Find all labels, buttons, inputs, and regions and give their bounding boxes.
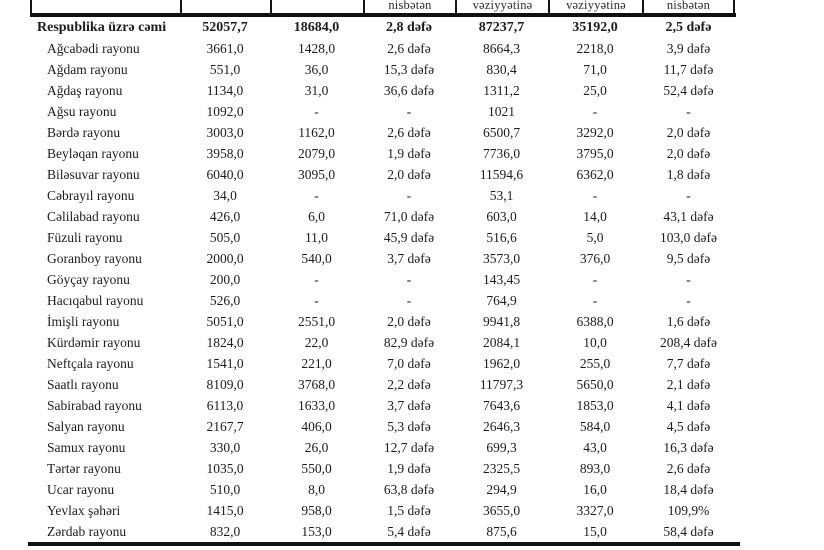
value-cell-3: 2084,1: [482, 335, 521, 350]
ratio-cell-2: 4,1 dəfə: [666, 398, 711, 413]
statistics-table: [30, 0, 736, 546]
table-row: [30, 521, 736, 542]
header-cell-col2: [180, 0, 270, 13]
table-body: [30, 17, 736, 542]
value-cell-2: -: [314, 104, 319, 119]
region-name-cell: Cəbrayıl rayonu: [47, 188, 135, 203]
table-row: [30, 227, 736, 248]
value-cell-4: 2218,0: [576, 41, 614, 56]
ratio-cell-1: 3,7 dəfə: [387, 398, 431, 413]
table-row: [30, 458, 736, 479]
value-cell-1: 551,0: [209, 62, 241, 77]
ratio-cell-1: 7,0 dəfə: [387, 356, 431, 371]
ratio-cell-2: 18,4 dəfə: [663, 482, 714, 497]
region-name-cell: Hacıqabul rayonu: [47, 293, 144, 308]
value-cell-4: 35192,0: [572, 20, 618, 35]
value-cell-4: 255,0: [579, 356, 611, 371]
value-cell-4: 10,0: [583, 335, 607, 350]
ratio-cell-1: -: [406, 272, 412, 287]
value-cell-1: 6040,0: [206, 167, 244, 182]
table-row: [30, 311, 736, 332]
ratio-cell-1: 36,6 dəfə: [383, 83, 435, 98]
value-cell-1: 832,0: [209, 524, 241, 539]
value-cell-1: 1035,0: [206, 461, 244, 476]
header-cell-veziyyetine-1: vəziyyətinə: [455, 0, 548, 13]
ratio-cell-2: 2,0 dəfə: [666, 146, 711, 161]
ratio-cell-1: 82,9 dəfə: [383, 335, 435, 350]
value-cell-4: 43,0: [583, 440, 607, 455]
table-row: [30, 17, 736, 38]
region-name-cell: Respublika üzrə cəmi: [37, 20, 167, 35]
value-cell-1: 34,0: [213, 188, 237, 203]
value-cell-2: 2551,0: [297, 314, 336, 329]
table-row: [30, 437, 736, 458]
value-cell-4: 3795,0: [576, 146, 614, 161]
value-cell-1: 505,0: [209, 230, 241, 245]
value-cell-2: 18684,0: [293, 20, 340, 35]
value-cell-1: 510,0: [209, 482, 241, 497]
table-header-row: [30, 0, 736, 13]
ratio-cell-1: 1,5 dəfə: [387, 503, 431, 518]
value-cell-1: 426,0: [209, 209, 241, 224]
ratio-cell-2: 3,9 dəfə: [666, 41, 711, 56]
region-name-cell: Göyçay rayonu: [47, 272, 130, 287]
value-cell-1: 3661,0: [206, 41, 244, 56]
region-name-cell: Bərdə rayonu: [47, 125, 121, 140]
value-cell-4: 5650,0: [576, 377, 614, 392]
value-cell-2: -: [314, 293, 319, 308]
value-cell-3: 143,45: [482, 272, 521, 287]
value-cell-1: 2167,7: [206, 419, 244, 434]
ratio-cell-2: 2,5 dəfə: [665, 20, 712, 35]
value-cell-1: 330,0: [209, 440, 241, 455]
value-cell-2: 958,0: [301, 503, 332, 518]
value-cell-4: 376,0: [579, 251, 611, 266]
value-cell-3: 516,6: [486, 230, 517, 245]
ratio-cell-1: 71,0 dəfə: [383, 209, 435, 224]
region-name-cell: Ağdaş rayonu: [47, 83, 123, 98]
value-cell-1: 3003,0: [206, 125, 244, 140]
value-cell-1: 2000,0: [206, 251, 244, 266]
table-row: [30, 143, 736, 164]
value-cell-1: 1092,0: [206, 104, 244, 119]
region-name-cell: Zərdab rayonu: [47, 524, 127, 539]
value-cell-1: 6113,0: [206, 398, 244, 413]
region-name-cell: Kürdəmir rayonu: [47, 335, 141, 350]
ratio-cell-2: 2,0 dəfə: [666, 125, 711, 140]
ratio-cell-1: 2,6 dəfə: [387, 41, 431, 56]
ratio-cell-1: 1,9 dəfə: [387, 461, 431, 476]
value-cell-3: 6500,7: [482, 125, 521, 140]
region-name-cell: Beyləqan rayonu: [47, 146, 139, 161]
table-row: [30, 38, 736, 59]
header-cell-nisbeten-1: nisbətən: [363, 0, 455, 13]
value-cell-3: 11797,3: [479, 377, 524, 392]
value-cell-2: 2079,0: [297, 146, 336, 161]
value-cell-4: 3292,0: [576, 125, 614, 140]
value-cell-1: 1134,0: [206, 83, 244, 98]
value-cell-4: 71,0: [583, 62, 607, 77]
ratio-cell-2: 11,7 dəfə: [663, 62, 714, 77]
table-row: [30, 269, 736, 290]
ratio-cell-2: 208,4 dəfə: [660, 335, 717, 350]
ratio-cell-2: 1,6 dəfə: [666, 314, 711, 329]
region-name-cell: Sabirabad rayonu: [47, 398, 142, 413]
region-name-cell: Saatlı rayonu: [47, 377, 119, 392]
region-name-cell: Füzuli rayonu: [47, 230, 123, 245]
value-cell-2: 221,0: [301, 356, 332, 371]
table-row: [30, 374, 736, 395]
ratio-cell-1: 2,0 dəfə: [387, 167, 431, 182]
header-cell-region: [30, 0, 180, 13]
region-name-cell: Ağcabədi rayonu: [47, 41, 140, 56]
value-cell-3: 3573,0: [482, 251, 521, 266]
header-cell-nisbeten-2: nisbətən: [642, 0, 735, 13]
ratio-cell-2: -: [686, 104, 691, 119]
table-row: [30, 101, 736, 122]
table-row: [30, 122, 736, 143]
ratio-cell-2: 109,9%: [667, 503, 710, 518]
value-cell-4: -: [592, 272, 598, 287]
region-name-cell: Cəlilabad rayonu: [47, 209, 140, 224]
value-cell-4: 14,0: [583, 209, 607, 224]
value-cell-2: 36,0: [304, 62, 329, 77]
ratio-cell-2: 16,3 dəfə: [663, 440, 714, 455]
value-cell-1: 5051,0: [206, 314, 244, 329]
ratio-cell-1: 3,7 dəfə: [387, 251, 431, 266]
value-cell-1: 1415,0: [206, 503, 244, 518]
ratio-cell-1: -: [406, 293, 412, 308]
ratio-cell-1: 63,8 dəfə: [383, 482, 435, 497]
ratio-cell-1: 45,9 dəfə: [383, 230, 435, 245]
value-cell-3: 2325,5: [482, 461, 521, 476]
table-row: [30, 59, 736, 80]
header-cell-col3: [270, 0, 363, 13]
value-cell-4: 15,0: [583, 524, 607, 539]
ratio-cell-2: 103,0 dəfə: [660, 230, 717, 245]
header-cell-veziyyetine-2: vəziyyətinə: [548, 0, 642, 13]
ratio-cell-1: 2,8 dəfə: [386, 20, 432, 35]
value-cell-3: 764,9: [486, 293, 517, 308]
value-cell-2: 1428,0: [297, 41, 336, 56]
value-cell-3: 11594,6: [479, 167, 524, 182]
ratio-cell-2: 58,4 dəfə: [663, 524, 714, 539]
table-row: [30, 500, 736, 521]
value-cell-2: 31,0: [304, 83, 329, 98]
value-cell-3: 830,4: [486, 62, 517, 77]
value-cell-2: 8,0: [308, 482, 325, 497]
value-cell-3: 3655,0: [482, 503, 521, 518]
value-cell-1: 3958,0: [206, 146, 244, 161]
ratio-cell-2: 2,1 dəfə: [666, 377, 711, 392]
value-cell-2: 26,0: [304, 440, 329, 455]
ratio-cell-2: 9,5 dəfə: [666, 251, 711, 266]
value-cell-3: 603,0: [486, 209, 517, 224]
table-row: [30, 164, 736, 185]
table-row: [30, 80, 736, 101]
value-cell-2: 3095,0: [297, 167, 336, 182]
value-cell-1: 52057,7: [202, 20, 248, 35]
value-cell-2: -: [314, 272, 319, 287]
ratio-cell-1: -: [406, 188, 412, 203]
ratio-cell-1: 1,9 dəfə: [387, 146, 431, 161]
value-cell-4: 6362,0: [576, 167, 614, 182]
value-cell-2: 6,0: [308, 209, 325, 224]
ratio-cell-2: 1,8 dəfə: [666, 167, 711, 182]
ratio-cell-1: 2,6 dəfə: [387, 125, 431, 140]
table-row: [30, 395, 736, 416]
table-row: [30, 479, 736, 500]
value-cell-4: 6388,0: [576, 314, 614, 329]
ratio-cell-1: 2,0 dəfə: [387, 314, 431, 329]
value-cell-3: 1962,0: [482, 356, 521, 371]
value-cell-1: 526,0: [209, 293, 241, 308]
ratio-cell-1: 2,2 dəfə: [387, 377, 431, 392]
ratio-cell-2: 4,5 dəfə: [666, 419, 711, 434]
value-cell-4: -: [592, 104, 598, 119]
value-cell-3: 294,9: [486, 482, 517, 497]
ratio-cell-1: -: [406, 104, 412, 119]
value-cell-2: 540,0: [301, 251, 332, 266]
value-cell-3: 8664,3: [482, 41, 521, 56]
value-cell-4: 5,0: [586, 230, 604, 245]
region-name-cell: Goranboy rayonu: [47, 251, 142, 266]
value-cell-1: 1824,0: [206, 335, 244, 350]
table-row: [30, 185, 736, 206]
value-cell-2: 406,0: [301, 419, 332, 434]
value-cell-3: 699,3: [486, 440, 517, 455]
value-cell-3: 7643,6: [482, 398, 521, 413]
bottom-rule: [28, 542, 740, 546]
ratio-cell-1: 5,3 dəfə: [387, 419, 431, 434]
region-name-cell: Samux rayonu: [47, 440, 126, 455]
region-name-cell: Ağdam rayonu: [47, 62, 128, 77]
value-cell-4: 584,0: [579, 419, 611, 434]
value-cell-3: 1311,2: [483, 83, 520, 98]
value-cell-4: 1853,0: [576, 398, 614, 413]
region-name-cell: Tərtər rayonu: [47, 461, 121, 476]
region-name-cell: Yevlax şəhəri: [47, 503, 121, 518]
ratio-cell-2: -: [686, 188, 691, 203]
value-cell-2: 3768,0: [297, 377, 336, 392]
value-cell-3: 2646,3: [482, 419, 521, 434]
value-cell-2: 1633,0: [297, 398, 336, 413]
value-cell-4: 3327,0: [576, 503, 614, 518]
value-cell-3: 87237,7: [478, 20, 525, 35]
ratio-cell-2: 7,7 dəfə: [666, 356, 711, 371]
table-row: [30, 416, 736, 437]
value-cell-3: 53,1: [489, 188, 514, 203]
value-cell-2: 11,0: [304, 230, 329, 245]
value-cell-4: -: [592, 188, 598, 203]
value-cell-2: -: [314, 188, 319, 203]
value-cell-1: 1541,0: [206, 356, 244, 371]
ratio-cell-2: -: [686, 272, 691, 287]
region-name-cell: Biləsuvar rayonu: [47, 167, 140, 182]
table-row: [30, 248, 736, 269]
ratio-cell-1: 5,4 dəfə: [387, 524, 431, 539]
ratio-cell-1: 15,3 dəfə: [383, 62, 435, 77]
value-cell-4: 16,0: [583, 482, 607, 497]
ratio-cell-2: 2,6 dəfə: [666, 461, 711, 476]
value-cell-3: 875,6: [486, 524, 517, 539]
value-cell-2: 153,0: [301, 524, 332, 539]
ratio-cell-2: 43,1 dəfə: [663, 209, 714, 224]
region-name-cell: Neftçala rayonu: [47, 356, 134, 371]
ratio-cell-1: 12,7 dəfə: [383, 440, 435, 455]
table-row: [30, 290, 736, 311]
value-cell-2: 1162,0: [298, 125, 335, 140]
ratio-cell-2: -: [686, 293, 691, 308]
region-name-cell: Ağsu rayonu: [47, 104, 117, 119]
value-cell-2: 550,0: [301, 461, 332, 476]
region-name-cell: İmişli rayonu: [47, 314, 120, 329]
value-cell-4: -: [592, 293, 598, 308]
region-name-cell: Salyan rayonu: [47, 419, 125, 434]
value-cell-1: 8109,0: [206, 377, 244, 392]
value-cell-3: 9941,8: [482, 314, 521, 329]
value-cell-3: 1021: [488, 104, 515, 119]
value-cell-4: 25,0: [583, 83, 607, 98]
table-row: [30, 206, 736, 227]
table-row: [30, 332, 736, 353]
value-cell-4: 893,0: [579, 461, 611, 476]
value-cell-3: 7736,0: [482, 146, 521, 161]
region-name-cell: Ucar rayonu: [47, 482, 115, 497]
ratio-cell-2: 52,4 dəfə: [663, 83, 714, 98]
value-cell-1: 200,0: [209, 272, 241, 287]
table-row: [30, 353, 736, 374]
value-cell-2: 22,0: [304, 335, 329, 350]
